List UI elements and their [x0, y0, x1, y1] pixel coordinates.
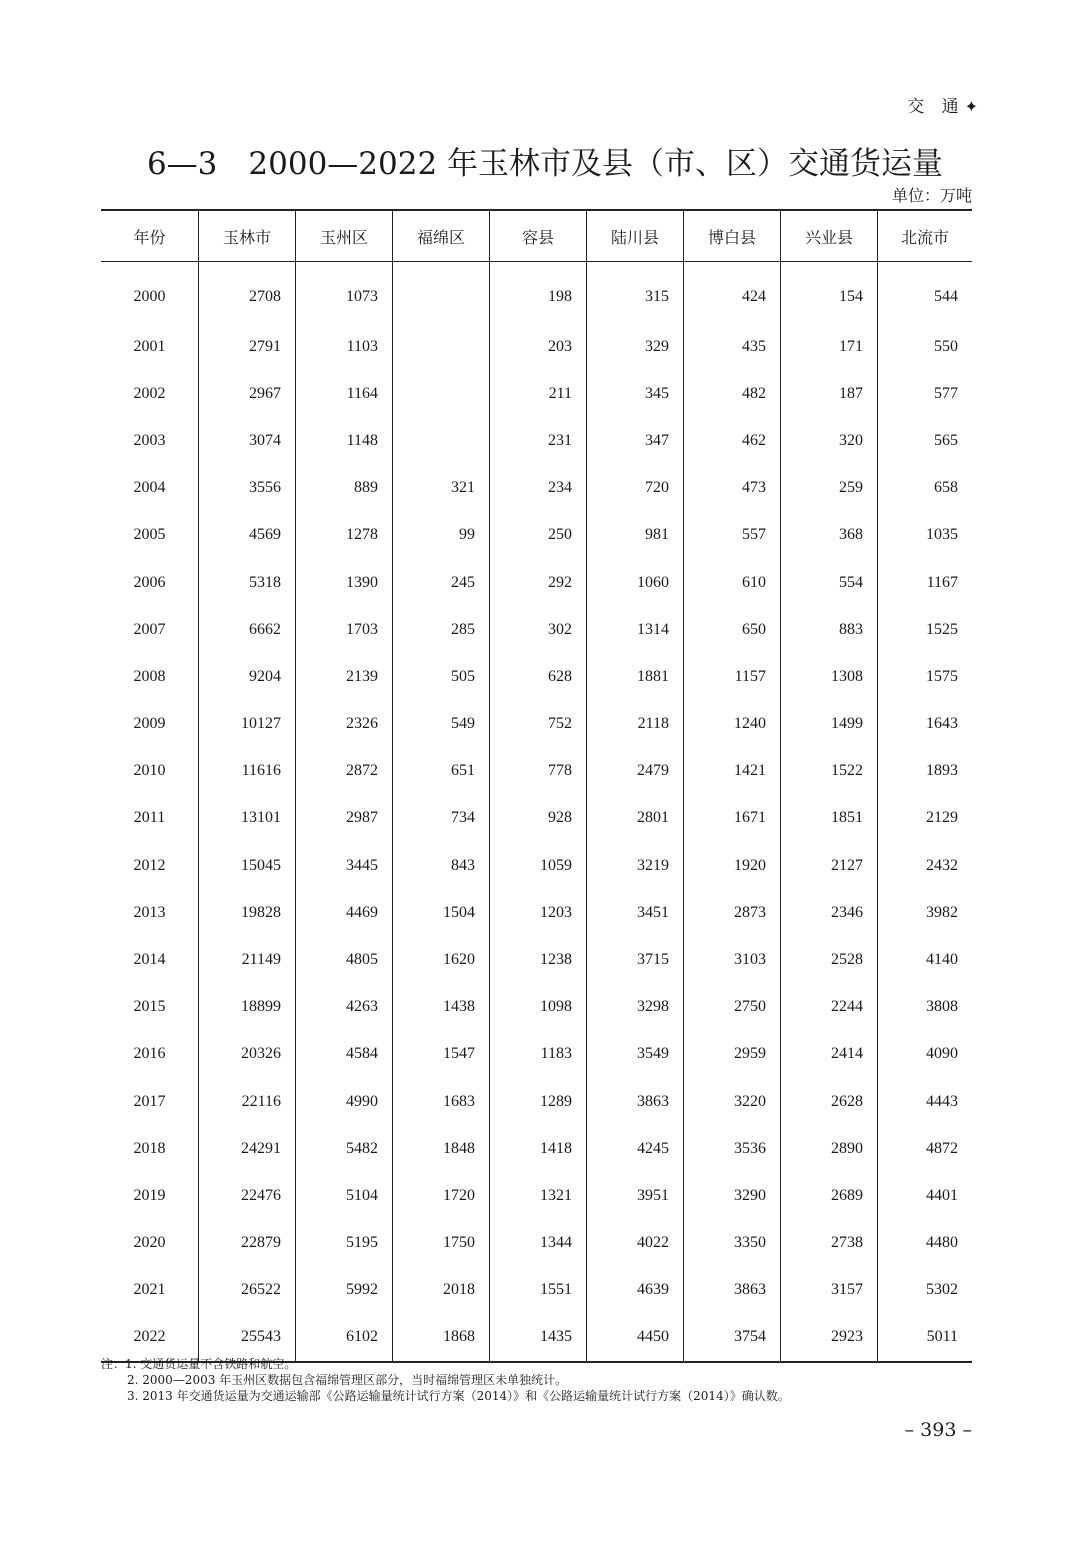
value-cell: 3982	[878, 889, 973, 936]
value-cell: 928	[490, 795, 587, 842]
value-cell: 3863	[684, 1267, 781, 1314]
value-cell: 2628	[781, 1078, 878, 1125]
value-cell: 20326	[199, 1031, 296, 1078]
value-cell: 1059	[490, 842, 587, 889]
value-cell: 4805	[296, 936, 393, 983]
table-row	[101, 559, 972, 606]
value-cell: 231	[490, 417, 587, 464]
value-cell: 2872	[296, 748, 393, 795]
table-row	[101, 1314, 972, 1362]
value-cell: 234	[490, 465, 587, 512]
value-cell: 752	[490, 701, 587, 748]
value-cell: 610	[684, 559, 781, 606]
value-cell: 2127	[781, 842, 878, 889]
value-cell: 5318	[199, 559, 296, 606]
note-1: 注：1. 交通货运量不含铁路和航空。	[101, 1357, 297, 1371]
value-cell: 187	[781, 370, 878, 417]
table-row	[101, 465, 972, 512]
value-cell: 2791	[199, 323, 296, 370]
table-row	[101, 748, 972, 795]
value-cell: 1671	[684, 795, 781, 842]
value-cell: 2414	[781, 1031, 878, 1078]
value-cell: 2479	[587, 748, 684, 795]
table-row	[101, 1172, 972, 1219]
value-cell: 11616	[199, 748, 296, 795]
table-row	[101, 606, 972, 653]
year-cell: 2000	[133, 287, 166, 305]
year-cell: 2004	[133, 479, 166, 497]
freight-table	[101, 209, 972, 1363]
value-cell: 4480	[878, 1220, 973, 1267]
value-cell: 2018	[393, 1267, 490, 1314]
value-cell: 734	[393, 795, 490, 842]
value-cell: 1620	[393, 936, 490, 983]
table-row	[101, 984, 972, 1031]
value-cell: 1321	[490, 1172, 587, 1219]
value-cell: 4443	[878, 1078, 973, 1125]
value-cell: 3290	[684, 1172, 781, 1219]
value-cell: 1035	[878, 512, 973, 559]
value-cell: 24291	[199, 1125, 296, 1172]
value-cell: 1499	[781, 701, 878, 748]
value-cell: 2708	[199, 262, 296, 324]
value-cell: 245	[393, 559, 490, 606]
unit-label: 单位：万吨	[891, 186, 972, 205]
value-cell: 3219	[587, 842, 684, 889]
value-cell: 1103	[296, 323, 393, 370]
value-cell: 1203	[490, 889, 587, 936]
table-row	[101, 1031, 972, 1078]
value-cell: 5195	[296, 1220, 393, 1267]
value-cell: 4469	[296, 889, 393, 936]
value-cell: 5992	[296, 1267, 393, 1314]
year-cell: 2007	[133, 620, 166, 638]
value-cell: 1438	[393, 984, 490, 1031]
year-cell: 2016	[133, 1045, 166, 1063]
value-cell: 1421	[684, 748, 781, 795]
value-cell: 15045	[199, 842, 296, 889]
value-cell: 505	[393, 653, 490, 700]
value-cell: 1390	[296, 559, 393, 606]
value-cell: 550	[878, 323, 973, 370]
value-cell: 565	[878, 417, 973, 464]
value-cell: 628	[490, 653, 587, 700]
col-header-yuzhou: 玉州区	[296, 210, 393, 262]
year-cell: 2020	[133, 1234, 166, 1252]
year-cell: 2014	[133, 951, 166, 969]
value-cell: 2738	[781, 1220, 878, 1267]
year-cell: 2017	[133, 1092, 166, 1110]
year-cell: 2010	[133, 762, 166, 780]
value-cell: 250	[490, 512, 587, 559]
value-cell: 320	[781, 417, 878, 464]
table-row	[101, 795, 972, 842]
footnotes	[101, 1356, 790, 1404]
value-cell: 1522	[781, 748, 878, 795]
value-cell: 285	[393, 606, 490, 653]
value-cell: 1575	[878, 653, 973, 700]
value-cell: 4639	[587, 1267, 684, 1314]
value-cell: 1643	[878, 701, 973, 748]
value-cell: 1314	[587, 606, 684, 653]
value-cell: 843	[393, 842, 490, 889]
value-cell: 1868	[393, 1314, 490, 1362]
value-cell: 1551	[490, 1267, 587, 1314]
value-cell: 1720	[393, 1172, 490, 1219]
value-cell: 462	[684, 417, 781, 464]
value-cell: 658	[878, 465, 973, 512]
col-header-xingye: 兴业县	[781, 210, 878, 262]
value-cell: 302	[490, 606, 587, 653]
value-cell: 1851	[781, 795, 878, 842]
value-cell: 18899	[199, 984, 296, 1031]
value-cell: 2326	[296, 701, 393, 748]
value-cell: 99	[393, 512, 490, 559]
value-cell: 2139	[296, 653, 393, 700]
value-cell: 720	[587, 465, 684, 512]
value-cell: 554	[781, 559, 878, 606]
value-cell: 4090	[878, 1031, 973, 1078]
value-cell: 1920	[684, 842, 781, 889]
year-cell: 2015	[133, 998, 166, 1016]
value-cell: 329	[587, 323, 684, 370]
value-cell: 211	[490, 370, 587, 417]
section-name: 交 通	[907, 97, 965, 117]
value-cell: 3445	[296, 842, 393, 889]
value-cell: 26522	[199, 1267, 296, 1314]
value-cell: 1881	[587, 653, 684, 700]
value-cell: 25543	[199, 1314, 296, 1362]
value-cell	[393, 323, 490, 370]
value-cell: 473	[684, 465, 781, 512]
value-cell: 2801	[587, 795, 684, 842]
value-cell: 1848	[393, 1125, 490, 1172]
value-cell: 2432	[878, 842, 973, 889]
value-cell: 203	[490, 323, 587, 370]
year-cell: 2009	[133, 715, 166, 733]
col-header-fumian: 福绵区	[393, 210, 490, 262]
value-cell: 6662	[199, 606, 296, 653]
value-cell: 22116	[199, 1078, 296, 1125]
value-cell: 2873	[684, 889, 781, 936]
note-2: 2. 2000—2003 年玉州区数据包含福绵管理区部分，当时福绵管理区未单独统计。	[127, 1373, 568, 1387]
value-cell: 2890	[781, 1125, 878, 1172]
value-cell: 345	[587, 370, 684, 417]
value-cell: 544	[878, 262, 973, 324]
table-row	[101, 889, 972, 936]
value-cell: 1435	[490, 1314, 587, 1362]
table-row	[101, 1078, 972, 1125]
table-row	[101, 512, 972, 559]
value-cell: 3863	[587, 1078, 684, 1125]
value-cell: 651	[393, 748, 490, 795]
value-cell: 21149	[199, 936, 296, 983]
table-row	[101, 323, 972, 370]
year-cell: 2003	[133, 431, 166, 449]
value-cell: 981	[587, 512, 684, 559]
value-cell: 1278	[296, 512, 393, 559]
value-cell	[393, 417, 490, 464]
value-cell: 4450	[587, 1314, 684, 1362]
page-number: – 393 –	[904, 1419, 972, 1441]
value-cell: 3451	[587, 889, 684, 936]
value-cell: 22476	[199, 1172, 296, 1219]
value-cell: 19828	[199, 889, 296, 936]
value-cell: 6102	[296, 1314, 393, 1362]
value-cell: 3220	[684, 1078, 781, 1125]
running-head	[907, 92, 978, 117]
value-cell: 4990	[296, 1078, 393, 1125]
value-cell: 1289	[490, 1078, 587, 1125]
value-cell: 4872	[878, 1125, 973, 1172]
table-body	[101, 262, 972, 1362]
value-cell: 5482	[296, 1125, 393, 1172]
year-cell: 2005	[133, 526, 166, 544]
value-cell: 2528	[781, 936, 878, 983]
value-cell: 1060	[587, 559, 684, 606]
value-cell: 1164	[296, 370, 393, 417]
value-cell: 1683	[393, 1078, 490, 1125]
year-cell: 2002	[133, 384, 166, 402]
value-cell: 4022	[587, 1220, 684, 1267]
value-cell: 1098	[490, 984, 587, 1031]
value-cell: 1893	[878, 748, 973, 795]
value-cell: 4245	[587, 1125, 684, 1172]
value-cell: 10127	[199, 701, 296, 748]
value-cell: 3298	[587, 984, 684, 1031]
value-cell: 1344	[490, 1220, 587, 1267]
value-cell: 3157	[781, 1267, 878, 1314]
value-cell: 321	[393, 465, 490, 512]
table-title: 6—3 2000—2022 年玉林市及县（市、区）交通货运量	[146, 146, 944, 182]
value-cell: 424	[684, 262, 781, 324]
year-cell: 2011	[133, 809, 166, 827]
col-header-year: 年份	[101, 210, 199, 262]
year-cell: 2018	[133, 1139, 166, 1157]
note-3: 3. 2013 年交通货运量为交通运输部《公路运输量统计试行方案（2014）》和《公路运输量统计试行方案（2014）》确认数。	[127, 1389, 790, 1403]
value-cell: 22879	[199, 1220, 296, 1267]
value-cell: 3951	[587, 1172, 684, 1219]
value-cell: 1504	[393, 889, 490, 936]
value-cell: 13101	[199, 795, 296, 842]
value-cell: 2118	[587, 701, 684, 748]
value-cell: 3556	[199, 465, 296, 512]
value-cell: 2987	[296, 795, 393, 842]
value-cell: 4263	[296, 984, 393, 1031]
value-cell: 1167	[878, 559, 973, 606]
value-cell: 4569	[199, 512, 296, 559]
value-cell: 315	[587, 262, 684, 324]
value-cell: 3074	[199, 417, 296, 464]
table-row	[101, 1267, 972, 1314]
col-header-luchuan: 陆川县	[587, 210, 684, 262]
value-cell: 171	[781, 323, 878, 370]
value-cell: 4401	[878, 1172, 973, 1219]
value-cell: 3350	[684, 1220, 781, 1267]
value-cell: 292	[490, 559, 587, 606]
value-cell: 577	[878, 370, 973, 417]
table-row	[101, 701, 972, 748]
value-cell: 2750	[684, 984, 781, 1031]
value-cell: 557	[684, 512, 781, 559]
year-cell: 2019	[133, 1186, 166, 1204]
value-cell: 368	[781, 512, 878, 559]
value-cell: 549	[393, 701, 490, 748]
year-cell: 2001	[133, 337, 166, 355]
value-cell: 347	[587, 417, 684, 464]
value-cell: 5104	[296, 1172, 393, 1219]
value-cell: 1238	[490, 936, 587, 983]
value-cell: 259	[781, 465, 878, 512]
table-row	[101, 1125, 972, 1172]
value-cell: 4140	[878, 936, 973, 983]
table-row	[101, 370, 972, 417]
value-cell: 883	[781, 606, 878, 653]
table-row	[101, 842, 972, 889]
value-cell: 4584	[296, 1031, 393, 1078]
col-header-beiliu: 北流市	[878, 210, 973, 262]
table-row	[101, 417, 972, 464]
value-cell: 1183	[490, 1031, 587, 1078]
value-cell: 778	[490, 748, 587, 795]
value-cell: 2959	[684, 1031, 781, 1078]
value-cell: 2689	[781, 1172, 878, 1219]
value-cell: 3715	[587, 936, 684, 983]
value-cell: 482	[684, 370, 781, 417]
value-cell: 154	[781, 262, 878, 324]
value-cell: 1525	[878, 606, 973, 653]
col-header-yulin: 玉林市	[199, 210, 296, 262]
value-cell	[393, 262, 490, 324]
value-cell: 3549	[587, 1031, 684, 1078]
year-cell: 2006	[133, 573, 166, 591]
value-cell: 1240	[684, 701, 781, 748]
col-header-bobai: 博白县	[684, 210, 781, 262]
value-cell: 2346	[781, 889, 878, 936]
header-row	[101, 210, 972, 262]
value-cell: 1073	[296, 262, 393, 324]
value-cell: 3808	[878, 984, 973, 1031]
value-cell: 3754	[684, 1314, 781, 1362]
col-header-rongxian: 容县	[490, 210, 587, 262]
diamond-icon: ✦	[964, 97, 978, 116]
value-cell	[393, 370, 490, 417]
value-cell: 5011	[878, 1314, 973, 1362]
table-row	[101, 1220, 972, 1267]
value-cell: 5302	[878, 1267, 973, 1314]
year-cell: 2008	[133, 667, 166, 685]
value-cell: 1750	[393, 1220, 490, 1267]
value-cell: 650	[684, 606, 781, 653]
value-cell: 1547	[393, 1031, 490, 1078]
value-cell: 2244	[781, 984, 878, 1031]
value-cell: 1703	[296, 606, 393, 653]
value-cell: 1418	[490, 1125, 587, 1172]
value-cell: 1308	[781, 653, 878, 700]
value-cell: 1148	[296, 417, 393, 464]
table-row	[101, 262, 972, 324]
year-cell: 2012	[133, 856, 166, 874]
value-cell: 9204	[199, 653, 296, 700]
value-cell: 2923	[781, 1314, 878, 1362]
value-cell: 198	[490, 262, 587, 324]
value-cell: 3103	[684, 936, 781, 983]
value-cell: 889	[296, 465, 393, 512]
value-cell: 1157	[684, 653, 781, 700]
value-cell: 2967	[199, 370, 296, 417]
table-row	[101, 936, 972, 983]
year-cell: 2022	[101, 1314, 199, 1362]
value-cell: 3536	[684, 1125, 781, 1172]
year-cell: 2021	[133, 1281, 166, 1299]
year-cell: 2013	[133, 903, 166, 921]
value-cell: 435	[684, 323, 781, 370]
table-row	[101, 653, 972, 700]
value-cell: 2129	[878, 795, 973, 842]
